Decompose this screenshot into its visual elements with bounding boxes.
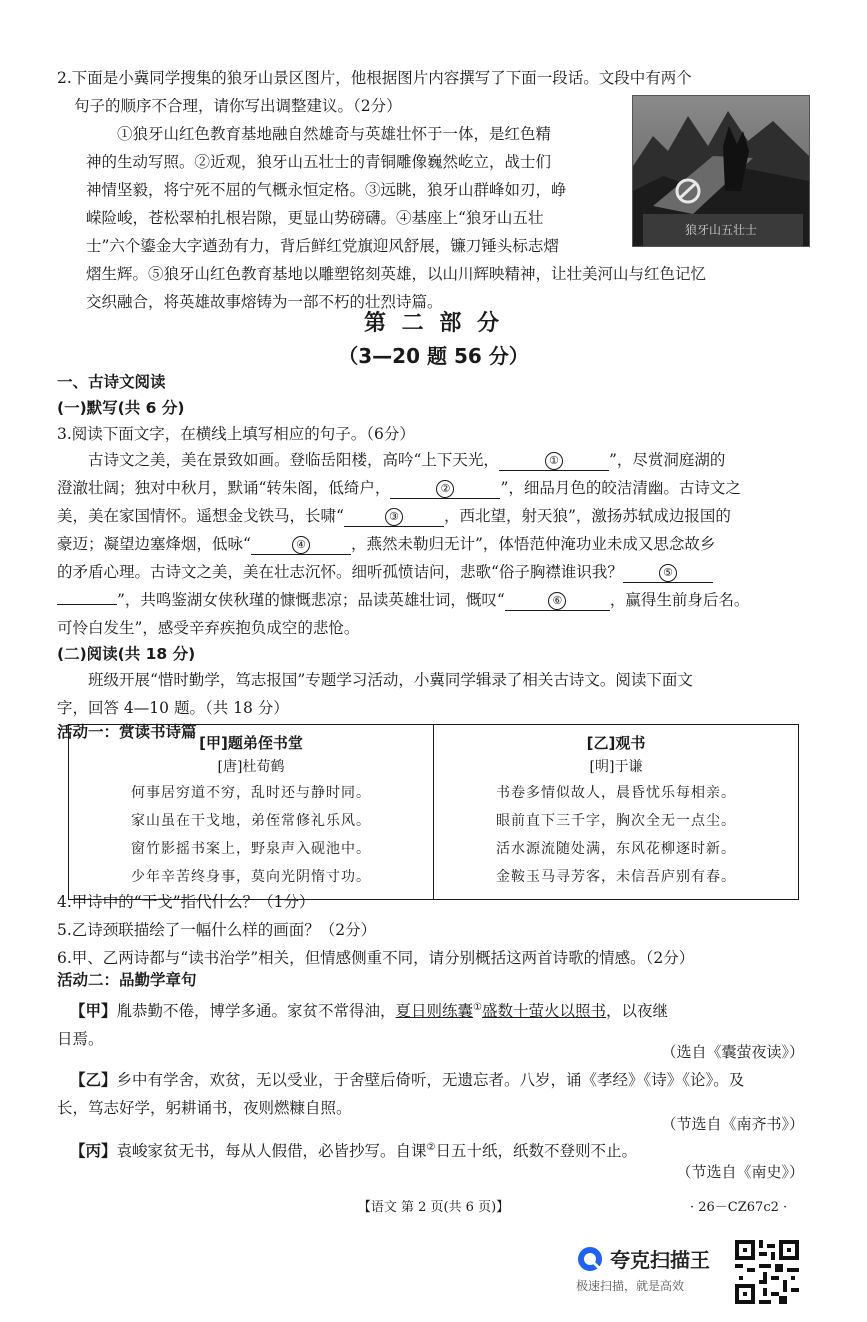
q2-prompt: 2.下面是小冀同学搜集的狼牙山景区图片，他根据图片内容撰写了下面一段话。文段中有两个 句子的顺序不合理，请你写出调整建议。（2分） — [57, 69, 692, 115]
questions-4-6: 4.甲诗中的“干戈”指代什么？（1分） 5.乙诗颈联描绘了一幅什么样的画面？（2分） 6.甲、乙两诗都与“读书治学”相关，但情感侧重不同，请分别概括这两首诗歌的情感。（2分） — [57, 893, 695, 967]
scanner-brand: 夸克扫描王 — [610, 1248, 710, 1272]
poem-jia: [甲]题弟侄书堂 [唐]杜荀鹤 何事居穷道不穷，乱时还与静时同。 家山虽在干戈地，弟侄常修礼乐风。 窗竹影摇书案上，野泉声入砚池中。 少年辛苦终身事，莫向光阴惰寸功。 — [69, 725, 434, 900]
blank-1[interactable]: ① — [499, 450, 609, 471]
excerpt-jia: 【甲】胤恭勤不倦，博学多通。家贫不常得油，夏日则练囊①盛数十萤火以照书，以夜继 日焉。 — [57, 1002, 669, 1049]
blank-2[interactable]: ② — [390, 478, 500, 499]
monument-inscription: 狼牙山五壮士 — [684, 223, 758, 237]
q2-paragraph-cont: 熠生辉。⑤狼牙山红色教育基地以雕塑铭刻英雄，以山川辉映精神，让壮美河山与红色记忆 交织融合，将英雄故事熔铸为一部不朽的壮烈诗篇。 — [86, 265, 707, 311]
page-code: · 26－CZ67c2 · — [690, 1200, 788, 1215]
q3-passage: 古诗文之美，美在景致如画。登临岳阳楼，高吟“上下天光， ① ”，尽赏洞庭湖的 澄澈壮阔；独对中秋月，默诵“转朱阁，低绮户， ② ”，细品月色的皎洁清幽。古诗文之 美，美在家国情怀。遥想金戈铁马，长啸“ ③ ，西北望，射天狼”，激扬苏轼成边报国的 豪迈；凝望边塞烽烟，低咏“ ④ ，燕然未勒归无计”，体悟范仲淹功业未成又思念故乡 的矛盾心理。古诗文之美，美在壮志沉怀。细听孤愤诘问，悲歌“俗子胸襟谁识我？ ⑤ ”，共鸣鉴湖女侠秋瑾的慷慨悲凉；品读英雄壮词，慨叹“ ⑥ ，赢得生前身后名。 可怜白发生”，感受辛弃疾抱负成空的悲怆。 — [57, 451, 750, 637]
activity-2-title: 活动二：品勤学章句 — [57, 971, 197, 989]
source-bing: （节选自《南史》） — [676, 1163, 804, 1181]
q3-prompt: 3.阅读下面文字，在横线上填写相应的句子。（6分） — [57, 425, 415, 443]
scanner-slogan: 极速扫描，就是高效 — [576, 1279, 685, 1293]
reading-intro: 班级开展“惜时勤学，笃志报国”专题学习活动，小冀同学辑录了相关古诗文。阅读下面文 字，回答 4—10 题。（共 18 分） — [57, 671, 693, 717]
langya-mountain-photo — [632, 95, 810, 247]
q2-paragraph: ①狼牙山红色教育基地融自然雄奇与英雄壮怀于一体，是红色精 神的生动写照。②近观，狼牙山五壮士的青铜雕像巍然屹立，战士们 神情坚毅，将宁死不屈的气概永恒定格。③远眺，狼牙山群峰如刃，峥 嵘险峻，苍松翠柏扎根岩隙，更显山势磅礴。④基座上“狼牙山五壮 士”六个鎏金大字遒劲有力，背后鲜红党旗迎风舒展，镰刀锤头标志熠 — [86, 125, 567, 255]
qr-code — [735, 1240, 799, 1304]
part-subtitle: （3—20 题 56 分） — [338, 344, 529, 368]
poem-yi: [乙]观书 [明]于谦 书卷多情似故人，晨昏忧乐每相亲。 眼前直下三千字，胸次全无一点尘。 活水源流随处满，东风花柳逐时新。 金鞍玉马寻芳客，未信吾庐别有春。 — [434, 725, 799, 900]
blank-5[interactable]: ⑤ — [623, 562, 713, 583]
blank-6[interactable]: ⑥ — [505, 590, 610, 611]
monument-image — [633, 96, 809, 246]
page-footer: 【语文 第 2 页(共 6 页)】 — [357, 1200, 510, 1215]
scanner-watermark — [576, 1244, 726, 1294]
blank-4[interactable]: ④ — [251, 534, 351, 555]
blank-5-cont[interactable] — [57, 604, 117, 605]
source-yi: （节选自《南齐书》） — [661, 1115, 804, 1133]
qr-code-icon — [735, 1240, 799, 1304]
section-ancient-poetry: 一、古诗文阅读 — [57, 373, 166, 391]
blank-3[interactable]: ③ — [344, 506, 444, 527]
section-dictation: (一)默写(共 6 分) — [57, 399, 185, 417]
part-title: 第 二 部 分 — [364, 311, 503, 336]
section-reading: (二)阅读(共 18 分) — [57, 645, 196, 663]
activity-1-title: 活动一：赏读书诗篇 — [57, 723, 197, 741]
poems-table — [68, 724, 799, 900]
excerpt-bing: 【丙】袁峻家贫无书，每从人假借，必皆抄写。自课②日五十纸，纸数不登则不止。 — [70, 1142, 638, 1161]
source-jia: （选自《囊萤夜读》） — [661, 1043, 804, 1061]
excerpt-yi: 【乙】乡中有学舍，欢贫，无以受业，于舍壁后倚听，无遗忘者。八岁，诵《孝经》《诗》《论》。及 长，笃志好学，躬耕诵书，夜则燃糠自照。 — [57, 1071, 745, 1117]
scanner-logo-icon — [576, 1245, 604, 1273]
